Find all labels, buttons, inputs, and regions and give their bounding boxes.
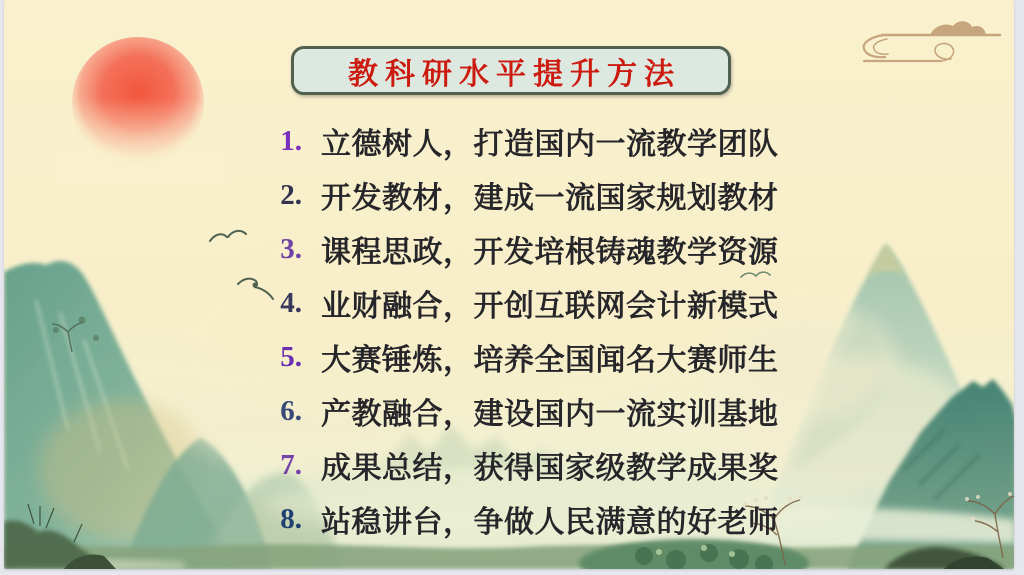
list-item [266,492,779,546]
list-item-text: 产教融合，建设国内一流实训基地 [321,398,779,431]
list-item-text: 成果总结，获得国家级教学成果奖 [321,452,779,485]
page-title: 教科研水平提升方法 [348,57,681,91]
list-item-number: 4. [280,286,302,319]
list-item [266,168,779,222]
list-item-number: 2. [280,178,302,211]
list-item-text: 立德树人，打造国内一流教学团队 [321,128,779,161]
list-item [266,438,779,492]
presentation-slide [4,0,1014,569]
cloud-scroll-icon [864,21,1000,61]
list-item-number: 7. [280,448,302,481]
list-item-number: 1. [280,124,302,157]
methods-list [266,114,779,546]
list-item-text: 业财融合，开创互联网会计新模式 [321,290,779,323]
title-box [291,46,731,95]
list-item [266,222,779,276]
list-item [266,114,779,168]
list-item [266,276,779,330]
list-item-text: 大赛锤炼，培养全国闻名大赛师生 [321,344,779,377]
list-item-text: 课程思政，开发培根铸魂教学资源 [321,236,779,269]
list-item-number: 3. [280,232,302,265]
list-item [266,384,779,438]
list-item-text: 站稳讲台，争做人民满意的好老师 [321,506,779,539]
list-item-text: 开发教材，建成一流国家规划教材 [321,182,779,215]
list-item [266,330,779,384]
rising-sun [56,37,226,186]
list-item-number: 6. [280,394,302,427]
list-item-number: 8. [280,502,302,535]
list-item-number: 5. [280,340,302,373]
